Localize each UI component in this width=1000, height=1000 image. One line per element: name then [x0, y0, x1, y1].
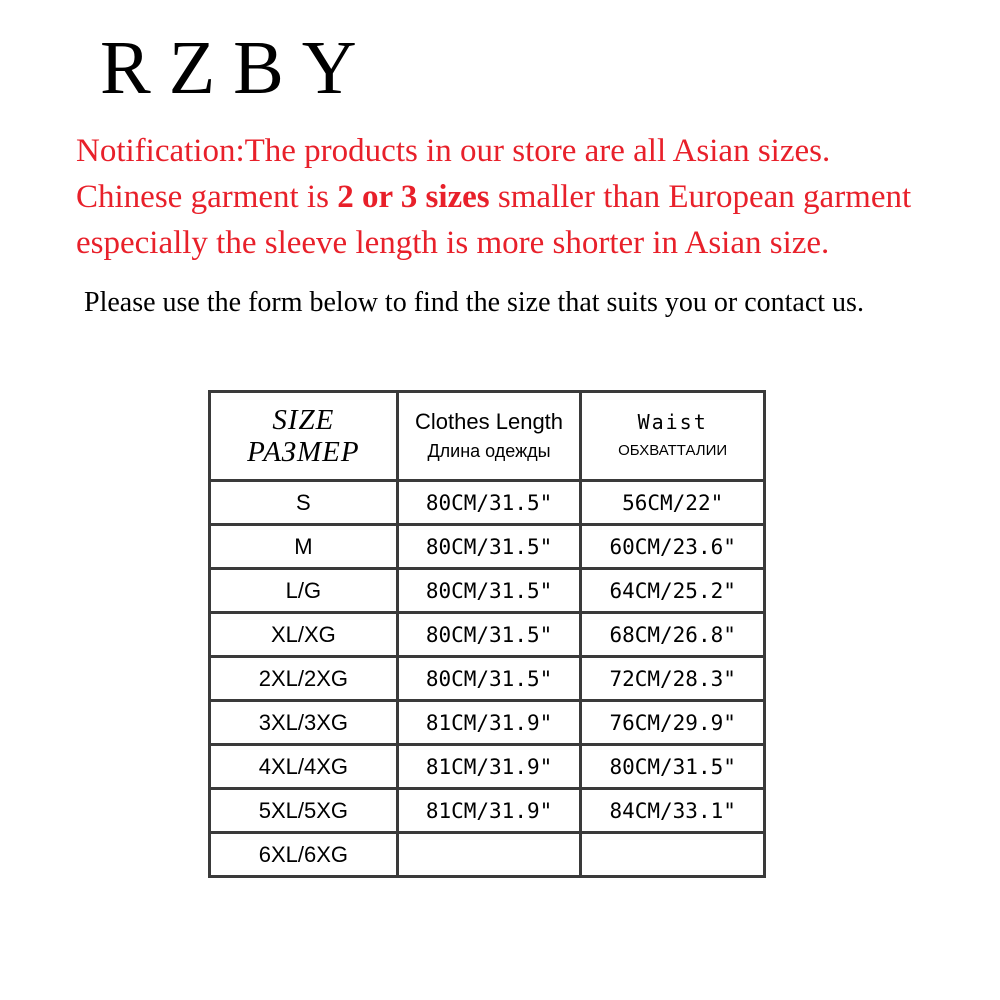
header-length-en: Clothes Length [415, 409, 564, 434]
waist-cell: 56CM/22" [581, 481, 765, 525]
size-chart-table [208, 390, 766, 878]
waist-cell: 84CM/33.1" [581, 789, 765, 833]
asian-size-notice [76, 128, 986, 266]
waist-cell: 76CM/29.9" [581, 701, 765, 745]
header-waist-ru: ОБХВАТТАЛИИ [618, 442, 728, 459]
size-cell: M [210, 525, 398, 569]
size-cell: 5XL/5XG [210, 789, 398, 833]
size-cell: 4XL/4XG [210, 745, 398, 789]
waist-cell: 60CM/23.6" [581, 525, 765, 569]
size-cell: S [210, 481, 398, 525]
size-chart-header-row [210, 392, 765, 481]
header-size [210, 392, 398, 481]
header-size-en: SIZE [272, 404, 335, 436]
notice-line-2 [76, 174, 986, 220]
table-row [210, 525, 765, 569]
notice-line-3: especially the sleeve length is more shorter in Asian size. [76, 225, 830, 261]
length-cell: 80CM/31.5" [397, 525, 581, 569]
table-row [210, 745, 765, 789]
table-row [210, 657, 765, 701]
header-length-ru: Длина одежды [427, 441, 551, 461]
notice-line-1: Notification:The products in our store are all Asian sizes. [76, 133, 831, 169]
waist-cell: 80CM/31.5" [581, 745, 765, 789]
notice-line-2-start: Chinese garment is [76, 179, 338, 215]
length-cell: 81CM/31.9" [397, 701, 581, 745]
length-cell: 80CM/31.5" [397, 657, 581, 701]
size-cell: L/G [210, 569, 398, 613]
length-cell [397, 833, 581, 877]
header-waist-en: Waist [637, 410, 708, 434]
table-row [210, 789, 765, 833]
table-row [210, 569, 765, 613]
table-row [210, 481, 765, 525]
waist-cell: 68CM/26.8" [581, 613, 765, 657]
table-row [210, 613, 765, 657]
table-row [210, 701, 765, 745]
table-row [210, 833, 765, 877]
header-waist [581, 392, 765, 481]
length-cell: 80CM/31.5" [397, 613, 581, 657]
length-cell: 81CM/31.9" [397, 745, 581, 789]
length-cell: 80CM/31.5" [397, 569, 581, 613]
waist-cell [581, 833, 765, 877]
header-size-ru: РАЗМЕР [247, 436, 360, 468]
waist-cell: 72CM/28.3" [581, 657, 765, 701]
size-instruction: Please use the form below to find the size that suits you or contact us. [84, 287, 864, 318]
length-cell: 81CM/31.9" [397, 789, 581, 833]
size-cell: XL/XG [210, 613, 398, 657]
size-cell: 2XL/2XG [210, 657, 398, 701]
waist-cell: 64CM/25.2" [581, 569, 765, 613]
header-clothes-length [397, 392, 581, 481]
notice-size-difference: 2 or 3 sizes [337, 179, 490, 215]
notice-line-2-end: smaller than European garment [489, 179, 912, 215]
brand-logo: RZBY [100, 26, 375, 110]
size-cell: 6XL/6XG [210, 833, 398, 877]
length-cell: 80CM/31.5" [397, 481, 581, 525]
size-cell: 3XL/3XG [210, 701, 398, 745]
